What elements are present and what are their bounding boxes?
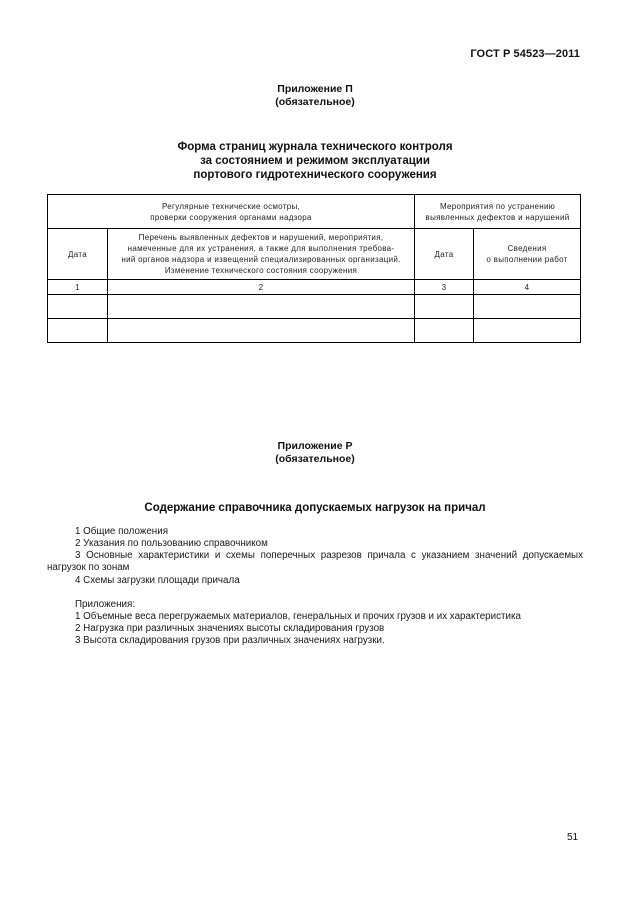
annex-item: 2 Нагрузка при различных значениях высоты складирования грузов	[75, 623, 385, 634]
list-item: 3 Основные характеристики и схемы поперечных разрезов причала с указанием значений допускаемых	[75, 550, 583, 561]
col-number: 1	[48, 280, 108, 295]
list-item: 2 Указания по пользованию справочником	[75, 538, 268, 549]
document-code: ГОСТ Р 54523—2011	[470, 48, 580, 60]
col-header-date: Дата	[48, 229, 108, 280]
appendix-p-title: Приложение П	[277, 83, 353, 95]
col-number: 3	[415, 280, 474, 295]
table-row	[48, 195, 581, 229]
annex-item: 1 Объемные веса перегружаемых материалов, генеральных и прочих грузов и их характеристика	[75, 611, 521, 622]
journal-form-table	[47, 194, 581, 343]
list-item: 4 Схемы загрузки площади причала	[75, 575, 240, 586]
list-item: 1 Общие положения	[75, 526, 168, 537]
annex-item: 3 Высота складирования грузов при различных значениях нагрузки.	[75, 635, 385, 646]
form-title-line: за состоянием и режимом эксплуатации	[200, 155, 430, 167]
annex-label: Приложения:	[75, 599, 136, 610]
col-header-defects: Перечень выявленных дефектов и нарушений, мероприятия, намеченные для их устранения, а также для выполнения требова- ний органов надзора и извещений специализированных организаций. Изменение технического состояния сооружения	[108, 229, 415, 280]
col-header-date-2: Дата	[415, 229, 474, 280]
table-row-numbers	[48, 280, 581, 295]
appendix-r-status: (обязательное)	[275, 453, 355, 465]
empty-cell	[48, 319, 108, 343]
empty-cell	[474, 319, 581, 343]
col-number: 2	[108, 280, 415, 295]
group-header-inspections: Регулярные технические осмотры, проверки сооружения органами надзора	[48, 195, 415, 229]
empty-cell	[108, 295, 415, 319]
table-row	[48, 229, 581, 280]
appendix-r-heading: Содержание справочника допускаемых нагрузок на причал	[144, 502, 486, 514]
form-title-line: портового гидротехнического сооружения	[193, 169, 437, 181]
form-title-line: Форма страниц журнала технического контроля	[177, 141, 453, 153]
empty-cell	[415, 319, 474, 343]
col-header-work-info: Сведения о выполнении работ	[474, 229, 581, 280]
appendix-r-title: Приложение Р	[277, 440, 353, 452]
table-row-empty	[48, 319, 581, 343]
table-row-empty	[48, 295, 581, 319]
col-number: 4	[474, 280, 581, 295]
group-header-measures: Мероприятия по устранению выявленных дефектов и нарушений	[415, 195, 581, 229]
empty-cell	[108, 319, 415, 343]
empty-cell	[48, 295, 108, 319]
empty-cell	[474, 295, 581, 319]
list-item-continuation: нагрузок по зонам	[47, 562, 130, 573]
page-number: 51	[567, 832, 579, 843]
appendix-p-status: (обязательное)	[275, 96, 355, 108]
empty-cell	[415, 295, 474, 319]
